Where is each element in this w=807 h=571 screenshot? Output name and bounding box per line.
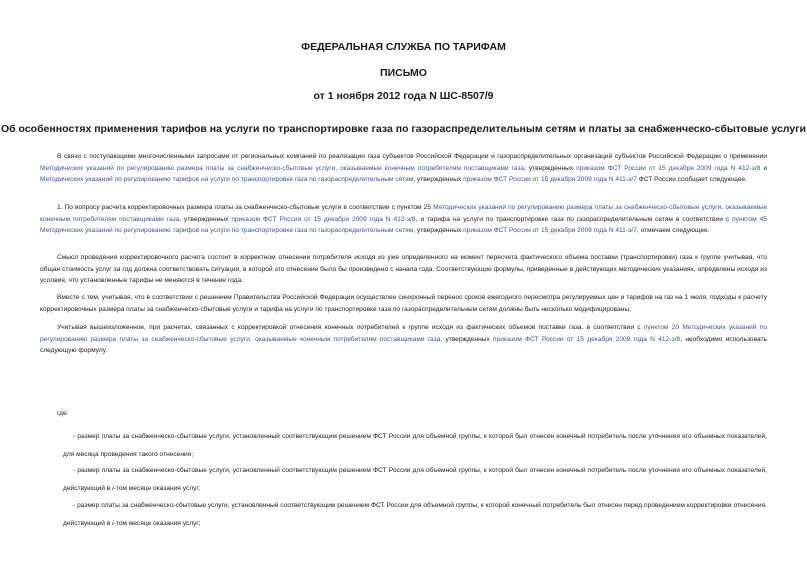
document-link[interactable]: приказом ФСТ России от 15 декабря 2009 года N 412-э/8: [493, 335, 681, 343]
definition-text: - размер платы за снабженческо-сбытовые услуги, установленный соответствующим решением ФСТ России для объемной группы, к которой конечный потребитель был отнесен перед проведением корректировки отнесения, действующий в: [63, 502, 767, 527]
paragraph-text: , утвержденных: [413, 227, 464, 234]
document-link[interactable]: Методических указаний по регулированию размера платы за снабженческо-сбытовые услуги, оказываемые конечным потребителям поставщиками газа: [40, 204, 768, 223]
paragraph-text: и: [760, 164, 767, 172]
paragraph-text: , отмечаем следующее.: [636, 227, 710, 234]
paragraph-text: , утвержденных: [440, 335, 494, 343]
agency-heading: ФЕДЕРАЛЬНАЯ СЛУЖБА ПО ТАРИФАМ: [301, 41, 506, 53]
document-title: Об особенностях применения тарифов на услуги по транспортировке газа по газораспределительным сетям и платы за снабженческо-сбытовые услуги: [0, 123, 807, 135]
definition-text: -том месяце оказания услуг;: [113, 485, 201, 492]
paragraph-text: Смысл проведения корректировочного расчета состоит в корректном отнесении потребителя исходя из уже определенного на момент пересчета фактического объема поставки (транспортировки) газа к группе учитывая, что общая стоимость услуг за год должна соответствовать ситуации, в которой это отнесение было бы произведено с начала года. Соответствующие формулы, приведенные в действующих методических указаниях, определены исходя из условия, что установленные тарифы не меняются в течение года.: [40, 254, 767, 284]
definition-text: - размер платы за снабженческо-сбытовые услуги, установленный соответствующим решением ФСТ России для объемной группы, к которой был отнесен конечный потребитель после уточнения его объемных показателей, для месяца проведения такого отнесения;: [63, 433, 767, 458]
paragraph-text: , утвержденных: [413, 176, 464, 183]
paragraph-text: , утвержденных: [179, 215, 232, 223]
definition-item: [63, 428, 767, 464]
index-variable: i: [112, 485, 114, 492]
document-link[interactable]: Методических указаний по регулированию тарифов на услуги по транспортировке газа по газораспределительным сетям: [40, 176, 414, 183]
paragraph-text: Учитывая вышеизложенное, при расчетах, связанных с корректировкой отнесения конечных потребителей к группе исходя из фактических объемов поставки газа, в соответствии с: [57, 324, 644, 331]
paragraph-formula-intro: [40, 322, 767, 357]
document-link[interactable]: приказом ФСТ России от 15 декабря 2009 года N 412-э/8: [576, 164, 761, 172]
date-number-heading: от 1 ноября 2012 года N ШС-8507/9: [313, 90, 494, 102]
where-label: где:: [57, 410, 69, 417]
definition-item: [63, 462, 767, 498]
paragraph-text: , утвержденных: [524, 164, 577, 172]
paragraph-text: , и тарифа на услуги по транспортировке газа по газораспределительным сетям в соответствии с: [415, 215, 733, 223]
paragraph-text: 1. По вопросу расчета корректировочных размера платы за снабженческо-сбытовые услуги в соответствии с пунктом 25: [57, 204, 434, 211]
index-variable: i: [112, 520, 114, 527]
definition-text: -том месяце оказания услуг;: [113, 520, 201, 527]
paragraph-intro: [40, 151, 767, 186]
definition-item: [63, 497, 767, 533]
document-link[interactable]: пунктом 45 Методических указаний по регулированию тарифов на услуги по транспортировке газа по газораспределительным сетям: [40, 215, 767, 234]
paragraph-meaning: [40, 252, 767, 287]
paragraph-text: , необходимо использовать следующую формулу:: [40, 335, 767, 354]
paragraph-text: В связи с поступающими многочисленными запросами от региональных компаний по реализации газа субъектов Российской Федерации и газораспределительных организаций субъектов Российской Федерации о применении: [57, 153, 767, 160]
document-link[interactable]: приказом ФСТ России от 15 декабря 2009 года N 412-э/8: [231, 215, 416, 223]
document-link[interactable]: Методических указаний по регулированию размера платы за снабженческо-сбытовые услуги, оказываемые конечным потребителям поставщиками газа: [40, 164, 525, 172]
definition-text: - размер платы за снабженческо-сбытовые услуги, установленный соответствующим решением ФСТ России для объемной группы, к которой был отнесен конечный потребитель после уточнения его объемных показателей, действующий в: [63, 467, 767, 492]
paragraph-point-1: [40, 202, 767, 237]
document-link[interactable]: приказом ФСТ России от 15 декабря 2009 года N 411-э/7: [463, 176, 637, 183]
document-link[interactable]: пунктом 20 Методических указаний по регулированию размера платы за снабженческо-сбытовые услуги, оказываемые конечным потребителям поставщиками газа: [40, 324, 767, 343]
document-type-heading: ПИСЬМО: [380, 67, 427, 79]
paragraph-text: Вместе с тем, учитывая, что в соответствии с решением Правительства Российской Федерации осуществлен синхронный перенос сроков ежегодного пересмотра регулируемых цен и тарифов на газ на 1 июля, подходы к расчету корректировочных размера платы за снабженческо-сбытовые услуги и тарифа на услуги по транспортировке газа по газораспределительным сетям должны быть несколько модифицированы.: [40, 294, 767, 313]
document-link[interactable]: приказом ФСТ России от 15 декабря 2009 года N 411-э/7: [463, 227, 637, 234]
paragraph-however: [40, 292, 767, 315]
paragraph-text: ФСТ России сообщает следующее.: [636, 176, 747, 183]
